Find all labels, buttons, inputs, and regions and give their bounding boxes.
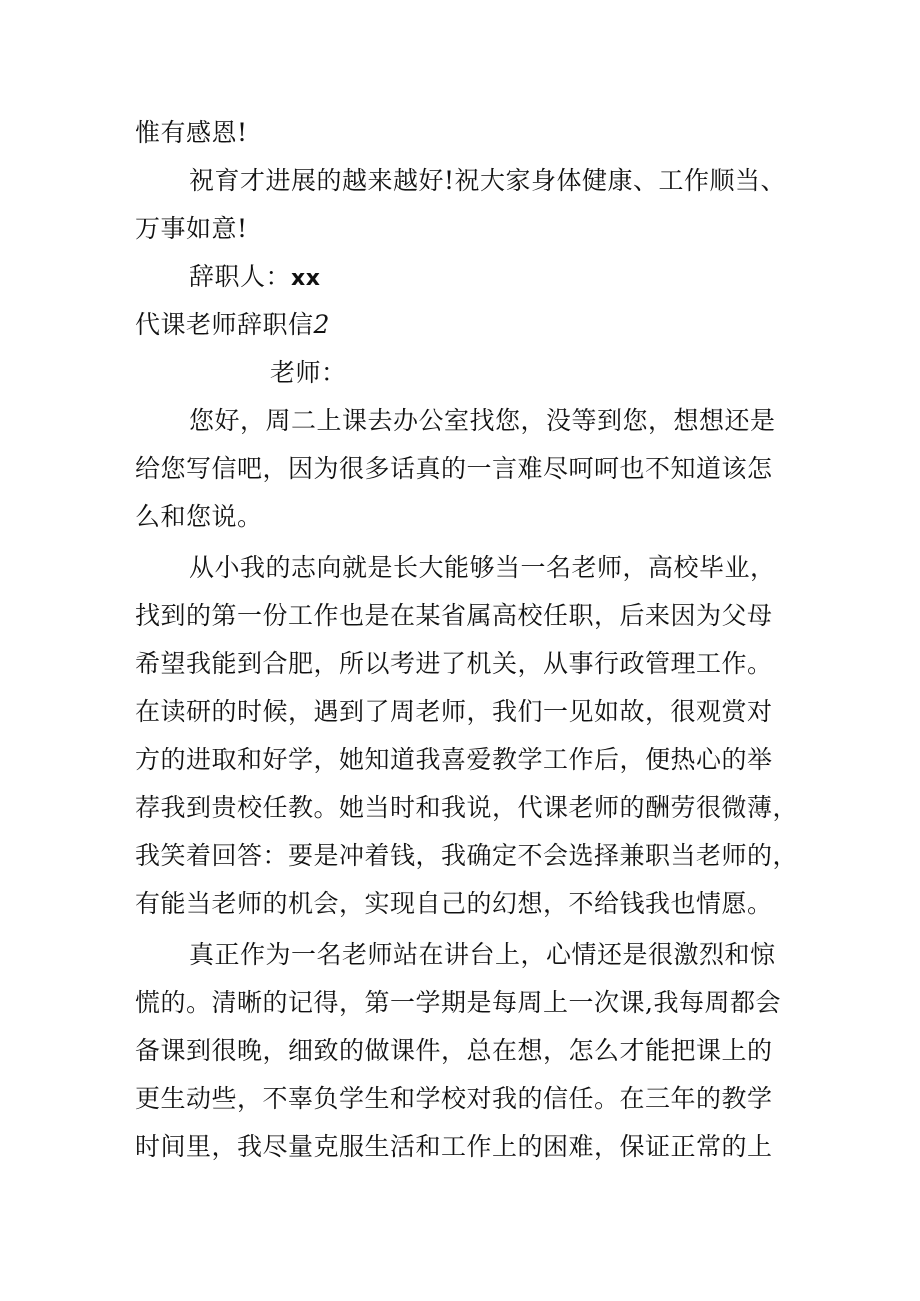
paragraph-3-line-2: 慌的。清晰的记得，第一学期是每周上一次课,我每周都会 (135, 988, 781, 1017)
paragraph-2-line-5: 方的进取和好学，她知道我喜爱教学工作后，便热心的举 (135, 745, 773, 774)
paragraph-2-line-7: 我笑着回答：要是冲着钱，我确定不会选择兼职当老师的， (135, 841, 799, 870)
paragraph-1-line-3: 么和您说。 (135, 502, 263, 531)
paragraph-1-line-1: 您好，周二上课去办公室找您，没等到您，想想还是 (189, 406, 776, 435)
signature-line (189, 262, 320, 294)
letter-title-text: 代课老师辞职信 (135, 310, 314, 339)
letter-title (135, 310, 330, 340)
paragraph-1-line-2: 给您写信吧，因为很多话真的一言难尽呵呵也不知道该怎 (135, 454, 773, 483)
signature-label: 辞职人： (189, 262, 292, 291)
paragraph-2-line-6: 荐我到贵校任教。她当时和我说，代课老师的酬劳很微薄， (135, 793, 799, 822)
paragraph-3-line-4: 更生动些，不辜负学生和学校对我的信任。在三年的教学 (135, 1084, 773, 1113)
signature-name: xx (291, 266, 321, 291)
closing-wish-line-2: 万事如意! (135, 214, 248, 243)
letter-title-number: 2 (313, 310, 330, 339)
paragraph-2-line-2: 找到的第一份工作也是在某省属高校任职，后来因为父母 (135, 601, 773, 630)
paragraph-2-line-4: 在读研的时候，遇到了周老师，我们一见如故，很观赏对 (135, 697, 773, 726)
paragraph-3-line-1: 真正作为一名老师站在讲台上，心情还是很激烈和惊 (189, 940, 776, 969)
paragraph-2-line-1: 从小我的志向就是长大能够当一名老师，高校毕业， (189, 553, 776, 582)
paragraph-2-line-3: 希望我能到合肥，所以考进了机关，从事行政管理工作。 (135, 649, 773, 678)
salutation: 老师： (270, 358, 347, 387)
paragraph-3-line-5: 时间里，我尽量克服生活和工作上的困难，保证正常的上 (135, 1132, 773, 1161)
paragraph-3-line-3: 备课到很晚，细致的做课件，总在想，怎么才能把课上的 (135, 1036, 773, 1065)
paragraph-2-line-8: 有能当老师的机会，实现自己的幻想，不给钱我也情愿。 (135, 889, 773, 918)
closing-wish-line-1: 祝育才进展的越来越好!祝大家身体健康、工作顺当、 (189, 166, 787, 195)
closing-thanks-line: 惟有感恩! (135, 118, 248, 147)
